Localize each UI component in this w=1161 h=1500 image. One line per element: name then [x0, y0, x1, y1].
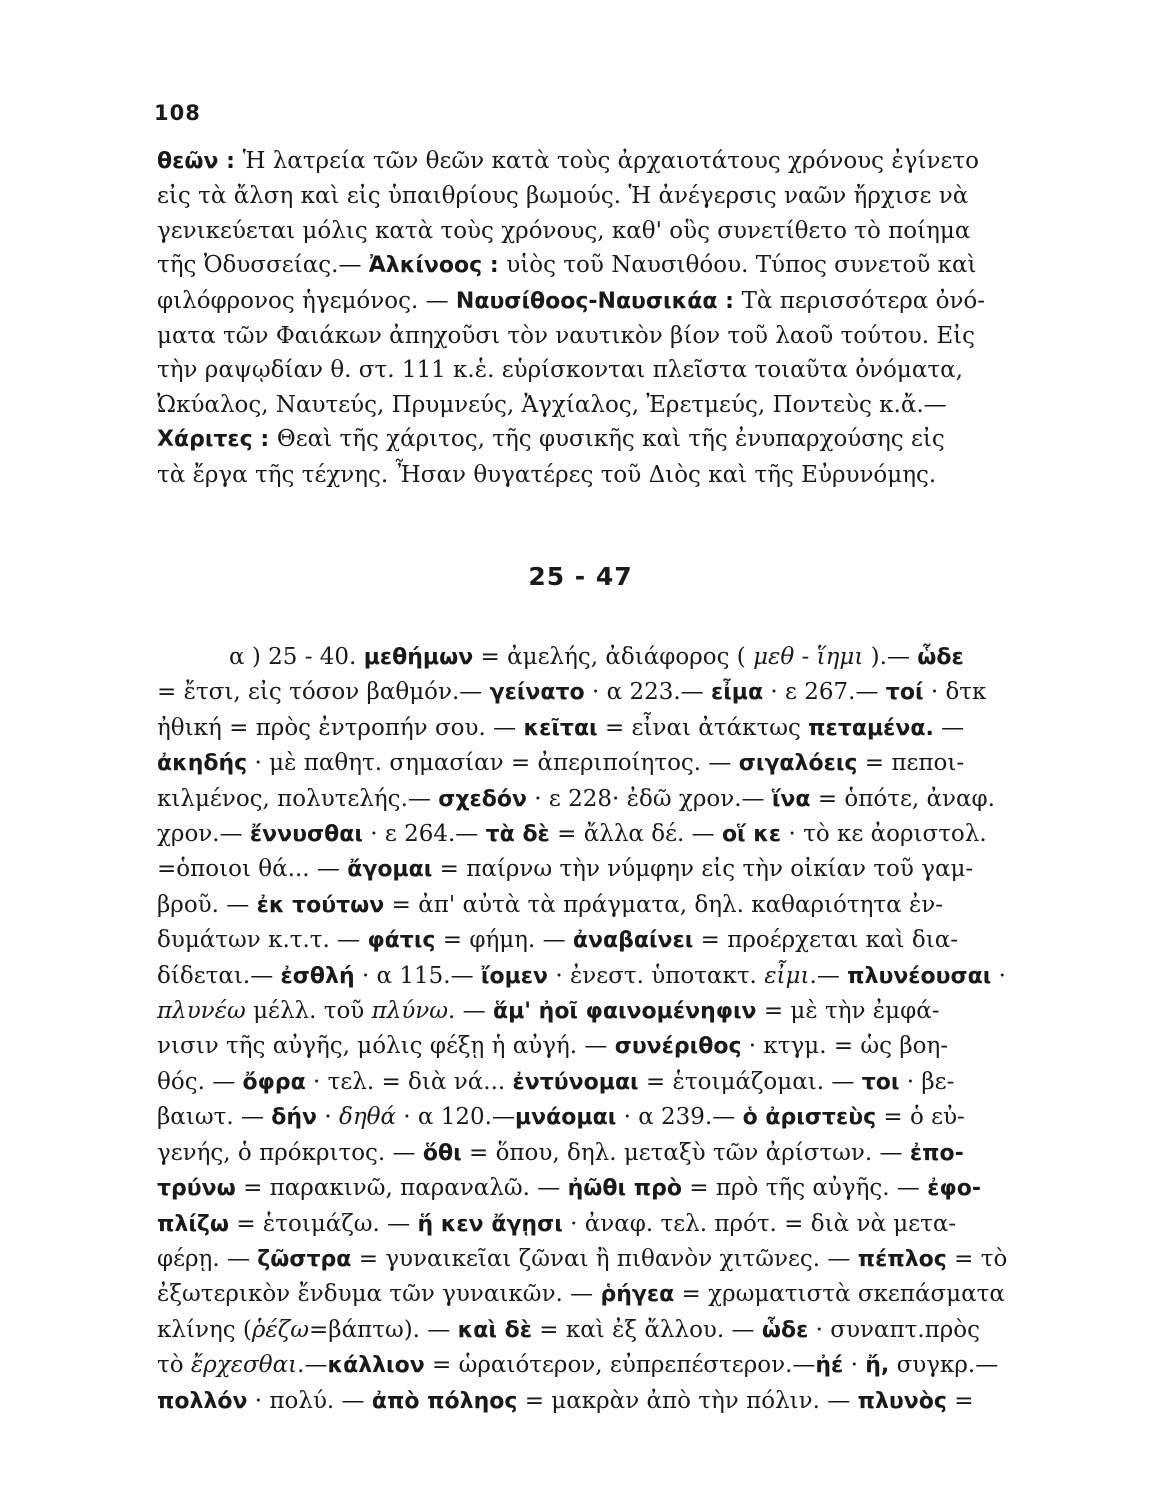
text-segment: ματα τῶν Φαιάκων ἀπηχοῦσι τὸν ναυτικὸν βίον τοῦ λαοῦ τούτου. Εἰς: [157, 323, 976, 350]
text-segment: μέλλ. τοῦ: [245, 998, 372, 1025]
text-line: [157, 353, 1091, 387]
text-segment: = παίρνω τὴν νύμφην εἰς τὴν οἰκίαν τοῦ γαμ-: [432, 856, 974, 883]
text-segment: ἠθική = πρὸς ἐντροπήν σου. —: [157, 714, 524, 741]
text-line: [157, 746, 1091, 781]
lemma-term: ἔννυσθαι: [249, 822, 363, 848]
text-segment: · ε 264.—: [362, 821, 486, 848]
text-line: [157, 284, 1091, 319]
text-segment: συγκρ.—: [889, 1352, 999, 1379]
lemma-term: ἥ κεν ἄγῃσι: [417, 1211, 563, 1237]
text-segment: ἔρχεσθαι: [190, 1352, 298, 1379]
text-segment: νισιν τῆς αὐγῆς, μόλις φέξῃ ἡ αὐγή. —: [157, 1033, 615, 1060]
text-segment: · ε 228· ἐδῶ χρον.—: [527, 785, 772, 812]
text-line: [157, 248, 1091, 283]
text-line: [157, 214, 1091, 248]
text-segment: πλύνω: [371, 998, 449, 1025]
text-line: [157, 1065, 1091, 1100]
text-segment: ).—: [863, 644, 918, 670]
lemma-term: ἄγομαι: [347, 857, 433, 883]
text-segment: δίδεται.—: [157, 962, 281, 989]
lemma-term: ἤ,: [865, 1353, 890, 1379]
text-segment: βαιωτ. —: [157, 1104, 272, 1131]
lemma-term: πεταμένα.: [808, 715, 934, 741]
text-segment: = πρὸ τῆς αὐγῆς. —: [682, 1175, 928, 1202]
commentary-paragraph-2: [157, 640, 1091, 1419]
text-segment: = μακρὰν ἀπὸ τὴν πόλιν. —: [517, 1387, 858, 1414]
lemma-term: ἀκηδής: [157, 751, 248, 777]
text-segment: τὰ ἔργα τῆς τέχνης. Ἦσαν θυγατέρες τοῦ Διὸς καὶ τῆς Εὐρυνόμης.: [157, 461, 937, 488]
text-segment: γενής, ὁ πρόκριτος. —: [157, 1139, 423, 1166]
text-line: [157, 319, 1091, 353]
lemma-term: συνέριθος: [614, 1034, 742, 1060]
text-segment: · δτκ: [923, 679, 987, 706]
text-line: [157, 782, 1091, 817]
text-segment: = παρακινῶ, παραναλῶ. —: [235, 1175, 568, 1202]
section-heading: 25 - 47: [528, 562, 633, 591]
text-segment: ῥέζω: [251, 1316, 309, 1343]
text-segment: · α 115.—: [354, 962, 481, 989]
text-line: [157, 1277, 1091, 1312]
lemma-term: ὅθι: [422, 1140, 462, 1166]
text-segment: = ἄλλα δέ. —: [549, 821, 722, 848]
text-line: [157, 1136, 1091, 1171]
text-segment: = ἑτοιμάζω. —: [229, 1210, 418, 1237]
text-segment: · α 239.—: [616, 1104, 743, 1131]
text-segment: · πολύ. —: [247, 1387, 372, 1414]
text-line: [157, 1348, 1091, 1383]
text-segment: = μὲ τὴν ἐμφά-: [756, 998, 940, 1025]
text-line: [157, 388, 1091, 422]
lemma-term: ὄφρα: [242, 1069, 306, 1095]
text-line: [157, 1242, 1091, 1277]
text-segment: θός. —: [157, 1068, 243, 1095]
text-line: [157, 711, 1091, 746]
text-segment: τὸ: [157, 1352, 191, 1379]
lemma-term: πλίζω: [157, 1211, 230, 1237]
text-segment: δυμάτων κ.τ.τ. —: [157, 927, 368, 954]
text-segment: —: [933, 714, 965, 741]
text-line: [157, 1171, 1091, 1206]
text-segment: Τὰ περισσότερα ὀνό-: [741, 287, 986, 314]
lemma-term: ἅμ' ἠοῖ φαινομένηφιν: [492, 999, 757, 1025]
text-segment: . —: [448, 998, 493, 1025]
lemma-term: τοι: [861, 1069, 900, 1095]
text-segment: = εἶναι ἀτάκτως: [597, 714, 809, 741]
lemma-term: τὰ δὲ: [485, 822, 550, 848]
lemma-term: Ἀλκίνοος :: [368, 253, 507, 279]
lemma-term: ἴομεν: [480, 963, 549, 989]
text-segment: τῆς Ὀδυσσείας.—: [157, 252, 369, 279]
text-segment: πλυνέω: [157, 998, 246, 1025]
lemma-term: ἠῶθι πρὸ: [567, 1176, 682, 1202]
text-line: [157, 852, 1091, 887]
text-segment: γενικεύεται μόλις κατὰ τοὺς χρόνους, καθ' οὓς συνετίθετο τὸ ποίημα: [157, 217, 971, 244]
lemma-term: Ναυσίθοος-Ναυσικάα :: [455, 288, 742, 314]
text-segment: Ἡ λατρεία τῶν θεῶν κατὰ τοὺς ἀρχαιοτάτους χρόνους ἐγίνετο: [242, 148, 979, 174]
lemma-term: τοί: [885, 680, 924, 706]
text-line: [157, 994, 1091, 1029]
text-segment: · ἐνεστ. ὑποτακτ.: [548, 962, 765, 989]
lemma-term: σχεδόν: [438, 786, 527, 812]
lemma-term: ἠέ: [815, 1353, 844, 1379]
lemma-term: ἐσθλή: [280, 963, 355, 989]
text-segment: = ὁπότε, ἀναφ.: [810, 785, 995, 812]
lemma-term: μνάομαι: [514, 1105, 617, 1131]
text-segment: · κτγμ. = ὡς βοη-: [741, 1033, 949, 1060]
text-segment: .—: [297, 1352, 328, 1379]
text-segment: Θεαὶ τῆς χάριτος, τῆς φυσικῆς καὶ τῆς ἐνυπαρχούσης εἰς: [276, 426, 945, 453]
text-segment: =: [946, 1387, 974, 1414]
text-segment: Ὠκύαλος, Ναυτεύς, Πρυμνεύς, Ἀγχίαλος, Ἐρετμεύς, Ποντεὺς κ.ἄ.—: [157, 391, 947, 418]
text-segment: · ἀναφ. τελ. πρότ. = διὰ νὰ μετα-: [562, 1210, 957, 1237]
text-segment: τὴν ραψῳδίαν θ. στ. 111 κ.ἑ. εὑρίσκονται πλεῖστα τοιαῦτα ὀνόματα,: [157, 357, 963, 384]
text-segment: εἰς τὰ ἄλση καὶ εἰς ὑπαιθρίους βωμούς. Ἡ ἀνέγερσις ναῶν ἤρχισε νὰ: [157, 183, 969, 210]
text-segment: υἱὸς τοῦ Ναυσιθόου. Τύπος συνετοῦ καὶ: [506, 252, 977, 279]
lemma-term: ἀπὸ πόληος: [371, 1388, 518, 1414]
text-line: [157, 1384, 1091, 1419]
text-segment: = ἀπ' αὐτὰ τὰ πράγματα, δηλ. καθαριότητα ἐν-: [384, 891, 944, 918]
lemma-term: ἐκ τούτων: [256, 892, 385, 918]
text-segment: εἶμι: [764, 962, 810, 989]
commentary-paragraph-1: [157, 144, 1091, 492]
lemma-term: ἐφο-: [927, 1176, 981, 1202]
text-segment: = ἑτοιμάζομαι. —: [638, 1068, 862, 1095]
lemma-term: ἐντύνομαι: [512, 1069, 639, 1095]
text-line: [157, 1207, 1091, 1242]
text-segment: = καὶ ἐξ ἄλλου. —: [531, 1316, 762, 1343]
lemma-term: ὧδε: [761, 1317, 809, 1343]
text-segment: = πεποι-: [857, 750, 965, 777]
text-segment: ·: [843, 1352, 866, 1379]
lemma-term: σιγαλόεις: [738, 751, 858, 777]
text-segment: · βε-: [899, 1068, 955, 1095]
page-number: 108: [154, 101, 201, 125]
text-line: [157, 675, 1091, 710]
text-segment: φέρῃ. —: [157, 1245, 258, 1272]
lemma-term: κάλλιον: [327, 1353, 425, 1379]
lemma-term: ἵνα: [771, 786, 811, 812]
text-line: [157, 923, 1091, 958]
text-line: [157, 179, 1091, 213]
lemma-term: ὁ ἀριστεὺς: [742, 1105, 877, 1131]
text-line: [157, 959, 1091, 994]
text-segment: ·: [991, 962, 1006, 989]
lemma-term: οἵ κε: [721, 822, 782, 848]
text-segment: κλίνης (: [157, 1316, 252, 1343]
lemma-term: πέπλος: [857, 1246, 947, 1272]
text-line: [157, 1313, 1091, 1348]
lemma-term: φάτις: [367, 928, 436, 954]
text-segment: · α 223.—: [584, 679, 711, 706]
lemma-term: ὧδε: [917, 645, 964, 670]
lemma-term: θεῶν :: [157, 149, 243, 174]
lemma-term: ῥήγεα: [600, 1282, 675, 1308]
text-segment: = ὡραιότερον, εὐπρεπέστερον.—: [424, 1352, 816, 1379]
text-segment: =βάπτω). —: [309, 1316, 458, 1343]
text-segment: βροῦ. —: [157, 891, 257, 918]
text-segment: = ὁ εὐ-: [876, 1104, 965, 1131]
lemma-term: εἶμα: [710, 680, 764, 706]
lemma-term: Χάριτες :: [157, 427, 277, 453]
text-segment: μεθ - ἵημι: [753, 644, 864, 670]
text-segment: = γυναικεῖαι ζῶναι ἢ πιθανὸν χιτῶνες. —: [351, 1245, 858, 1272]
text-segment: ·: [317, 1104, 339, 1131]
lemma-term: ἐπο-: [909, 1140, 964, 1166]
text-segment: · τελ. = διὰ νά...: [305, 1068, 513, 1095]
lemma-term: τρύνω: [157, 1176, 236, 1202]
text-segment: = φήμη. —: [435, 927, 573, 954]
text-segment: · ε 267.—: [763, 679, 886, 706]
lemma-term: κεῖται: [523, 715, 598, 741]
text-segment: κιλμένος, πολυτελής.—: [157, 785, 439, 812]
lemma-term: μεθήμων: [363, 645, 474, 670]
text-segment: α ) 25 - 40.: [229, 644, 364, 670]
text-segment: = ὅπου, δηλ. μεταξὺ τῶν ἀρίστων. —: [461, 1139, 910, 1166]
text-segment: = ἔτσι, εἰς τόσον βαθμόν.—: [157, 679, 490, 706]
text-line: [157, 1029, 1091, 1064]
lemma-term: πλυνὸς: [857, 1388, 947, 1414]
text-segment: ἐξωτερικὸν ἔνδυμα τῶν γυναικῶν. —: [157, 1281, 601, 1308]
text-line: [157, 422, 1091, 457]
lemma-term: ἀναβαίνει: [572, 928, 694, 954]
text-line: [157, 888, 1091, 923]
text-segment: .—: [809, 962, 848, 989]
lemma-term: γείνατο: [489, 680, 585, 706]
text-segment: = ἀμελής, ἀδιάφορος (: [473, 644, 754, 670]
text-segment: · συναπτ.πρὸς: [808, 1316, 980, 1343]
lemma-term: δήν: [271, 1105, 318, 1131]
text-segment: · α 120.—: [395, 1104, 515, 1131]
lemma-term: καὶ δὲ: [457, 1317, 532, 1343]
text-segment: = προέρχεται καὶ δια-: [693, 927, 959, 954]
text-segment: = τὸ: [946, 1245, 1008, 1272]
text-segment: φιλόφρονος ἡγεμόνος. —: [157, 287, 456, 314]
text-line: [157, 817, 1091, 852]
text-segment: = χρωματιστὰ σκεπάσματα: [674, 1281, 1005, 1308]
text-line: [157, 1100, 1091, 1135]
text-segment: =ὁποιοι θά... —: [157, 856, 348, 883]
text-segment: δηθά: [338, 1104, 396, 1131]
text-line: [157, 144, 1091, 179]
lemma-term: ζῶστρα: [257, 1246, 352, 1272]
text-segment: χρον.—: [157, 821, 250, 848]
text-segment: · μὲ παθητ. σημασίαν = ἀπεριποίητος. —: [247, 750, 739, 777]
lemma-term: πολλόν: [157, 1388, 248, 1414]
lemma-term: πλυνέουσαι: [847, 963, 992, 989]
text-line: [157, 640, 1091, 675]
text-segment: · τὸ κε ἀοριστολ.: [781, 821, 987, 848]
text-line: [157, 458, 1091, 492]
